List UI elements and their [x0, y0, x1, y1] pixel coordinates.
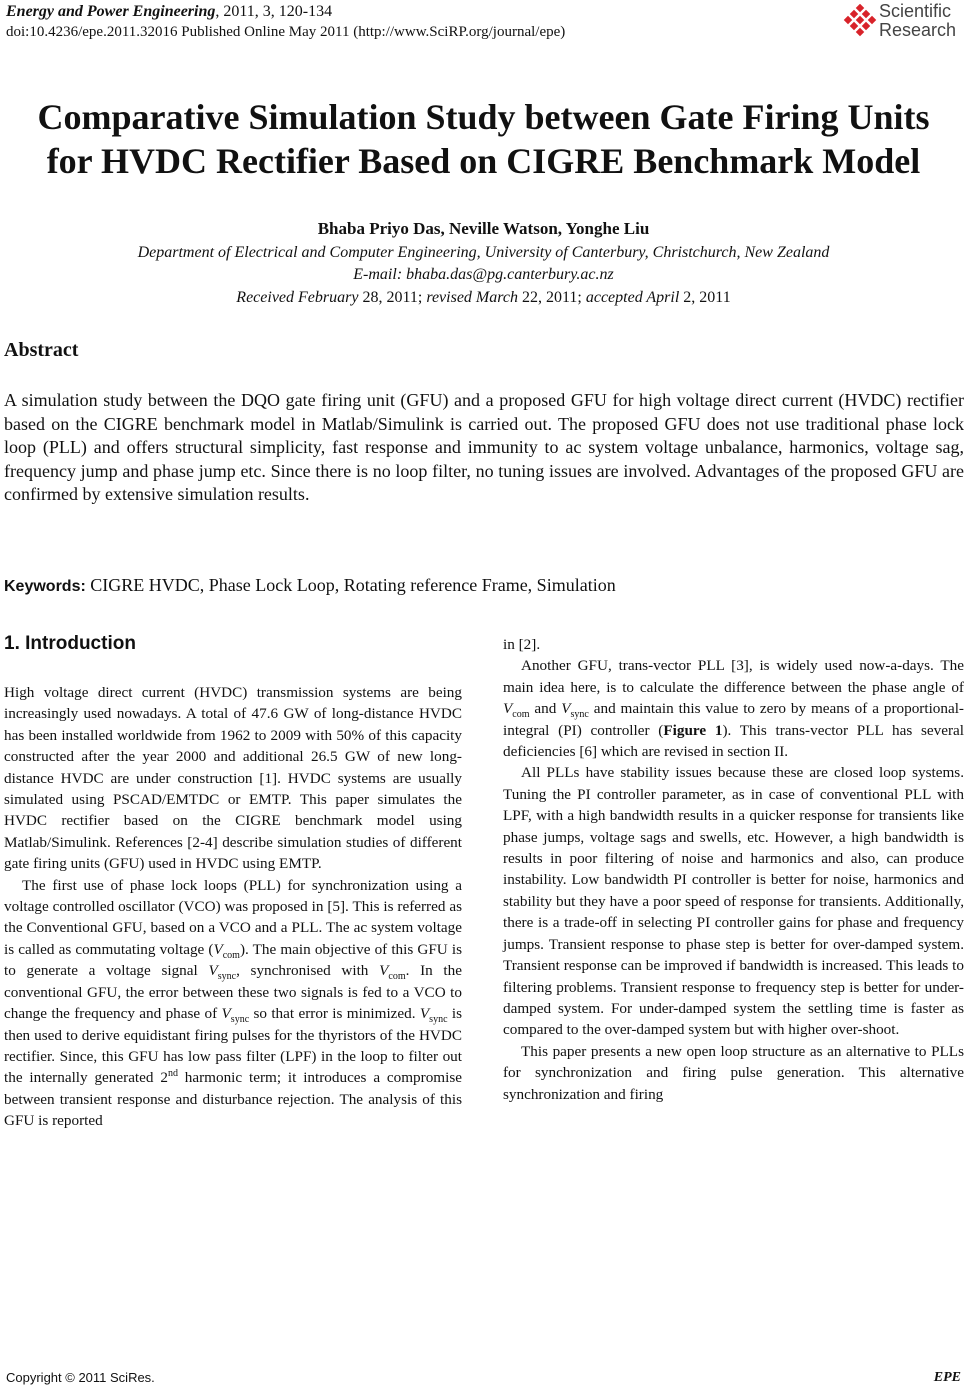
doi-line: doi:10.4236/epe.2011.32016 Published Online May 2011 (http://www.SciRP.org/journal/epe)	[6, 24, 566, 40]
right-column	[503, 634, 964, 1105]
keywords-label: Keywords:	[4, 578, 86, 595]
figure-reference[interactable]: Figure 1	[663, 721, 723, 739]
footer-copyright: Copyright © 2011 SciRes.	[6, 1370, 155, 1385]
publisher-logo	[843, 2, 963, 46]
scientific-research-logo-icon	[843, 4, 877, 38]
authors: Bhaba Priyo Das, Neville Watson, Yonghe Liu	[317, 219, 650, 238]
paper-title: Comparative Simulation Study between Gate Firing Units for HVDC Rectifier Based on CIGRE Benchmark Model	[37, 97, 930, 181]
keywords-list: CIGRE HVDC, Phase Lock Loop, Rotating reference Frame, Simulation	[85, 575, 616, 595]
journal-volume: , 2011, 3, 120-134	[215, 3, 333, 20]
abstract-heading: Abstract	[4, 339, 79, 361]
paragraph: The first use of phase lock loops (PLL) for synchronization using a voltage controlled oscillator (VCO) was proposed in [5]. This is referred as the Conventional GFU, based on a VCO and a PLL. The ac system voltage is called as commutating voltage $(V_{com})$. The main objective of this GFU is to generate a voltage signal $V_{sync}$, synchronised with $V_{com}$. In the conventional GFU, the error between these two signals is fed to a VCO to change the frequency and phase of $V_{sync}$ so that error is minimized. $V_{sync}$ is then used to derive equidistant firing pulses for the thyristors of the HVDC rectifier. Since, this GFU has low pass filter (LPF) in the loop to filter out the internally generated 2nd harmonic term; it introduces a compromise between transient response and disturbance rejection. The analysis of this GFU is reported	[4, 876, 462, 1130]
journal-name: Energy and Power Engineering	[6, 3, 216, 20]
keywords	[4, 573, 616, 599]
paragraph: Another GFU, trans-vector PLL [3], is widely used now-a-days. The main idea here, is to calculate the difference between the phase angle of $V_{com}$ and $V_{sync}$ and maintain this value to zero by means of a proportional-integral (PI) controller (Figure 1). This trans-vector PLL has several deficiencies [6] which are revised in section II.	[503, 657, 964, 761]
section-heading-introduction: 1. Introduction	[4, 633, 136, 654]
logo-wordmark: Scientific Research	[879, 1, 957, 40]
submission-dates: Received February 28, 2011; revised March 22, 2011; accepted April 2, 2011	[236, 289, 731, 306]
journal-citation	[6, 2, 332, 22]
paragraph: This paper presents a new open loop structure as an alternative to PLLs for synchronization and firing pulse generation. This alternative synchronization and firing	[503, 1042, 964, 1103]
paragraph: High voltage direct current (HVDC) transmission systems are being increasingly used nowadays. A total of 47.6 GW of long-distance HVDC has been installed worldwide from 1962 to 2009 with 50% of this capacity constructed after the year 2000 and additional 26.5 GW of new long-distance HVDC are under construction [1]. HVDC systems are usually simulated using PSCAD/EMTDC or EMTP. This paper simulates the HVDC rectifier based on the CIGRE benchmark model using Matlab/Simulink. References [2-4] describe simulation studies of different gate firing units (GFU) used in HVDC using EMTP.	[4, 684, 462, 873]
affiliation: Department of Electrical and Computer Engineering, University of Canterbury, Christchurch, New Zealand	[137, 244, 830, 261]
footer-journal-abbrev: EPE	[933, 1370, 961, 1385]
paragraph: All PLLs have stability issues because these are closed loop systems. Tuning the PI controller parameter, as in case of conventional PLL with LPF, with a high bandwidth results in a quicker response for transients like phase jumps, voltage sags and swells, etc. However, a high bandwidth is results in poor filtering of noise and harmonics and also, can produce instability. Low bandwidth PI controller is better for noise, harmonics and stability but they have a poor speed of response for transients. Additionally, there is a trade-off in selecting PI controller gains for phase and frequency jumps. Transient response to phase step is better for over-damped system. Transient response can be improved if bandwidth is increased. This leads to filtering problems. Transient response to frequency step is better for under-damped system. For under-damped system the settling time is faster as compared to the over-damped system but with higher over-shoot.	[503, 764, 964, 1039]
left-column	[4, 682, 462, 1132]
abstract-text: A simulation study between the DQO gate firing unit (GFU) and a proposed GFU for high voltage direct current (HVDC) rectifier based on the CIGRE benchmark model in Matlab/Simulink is carried out. The proposed GFU does not use traditional phase lock loop (PLL) and offers structural simplicity, fast response and immunity to ac system voltage unbalance, harmonics, voltage sag, frequency jump and phase jump etc. Since there is no loop filter, no tuning issues are involved. Advantages of the proposed GFU are confirmed by extensive simulation results.	[4, 390, 964, 504]
author-email: E-mail: bhaba.das@pg.canterbury.ac.nz	[353, 266, 614, 283]
paragraph: in [2].	[503, 636, 541, 653]
